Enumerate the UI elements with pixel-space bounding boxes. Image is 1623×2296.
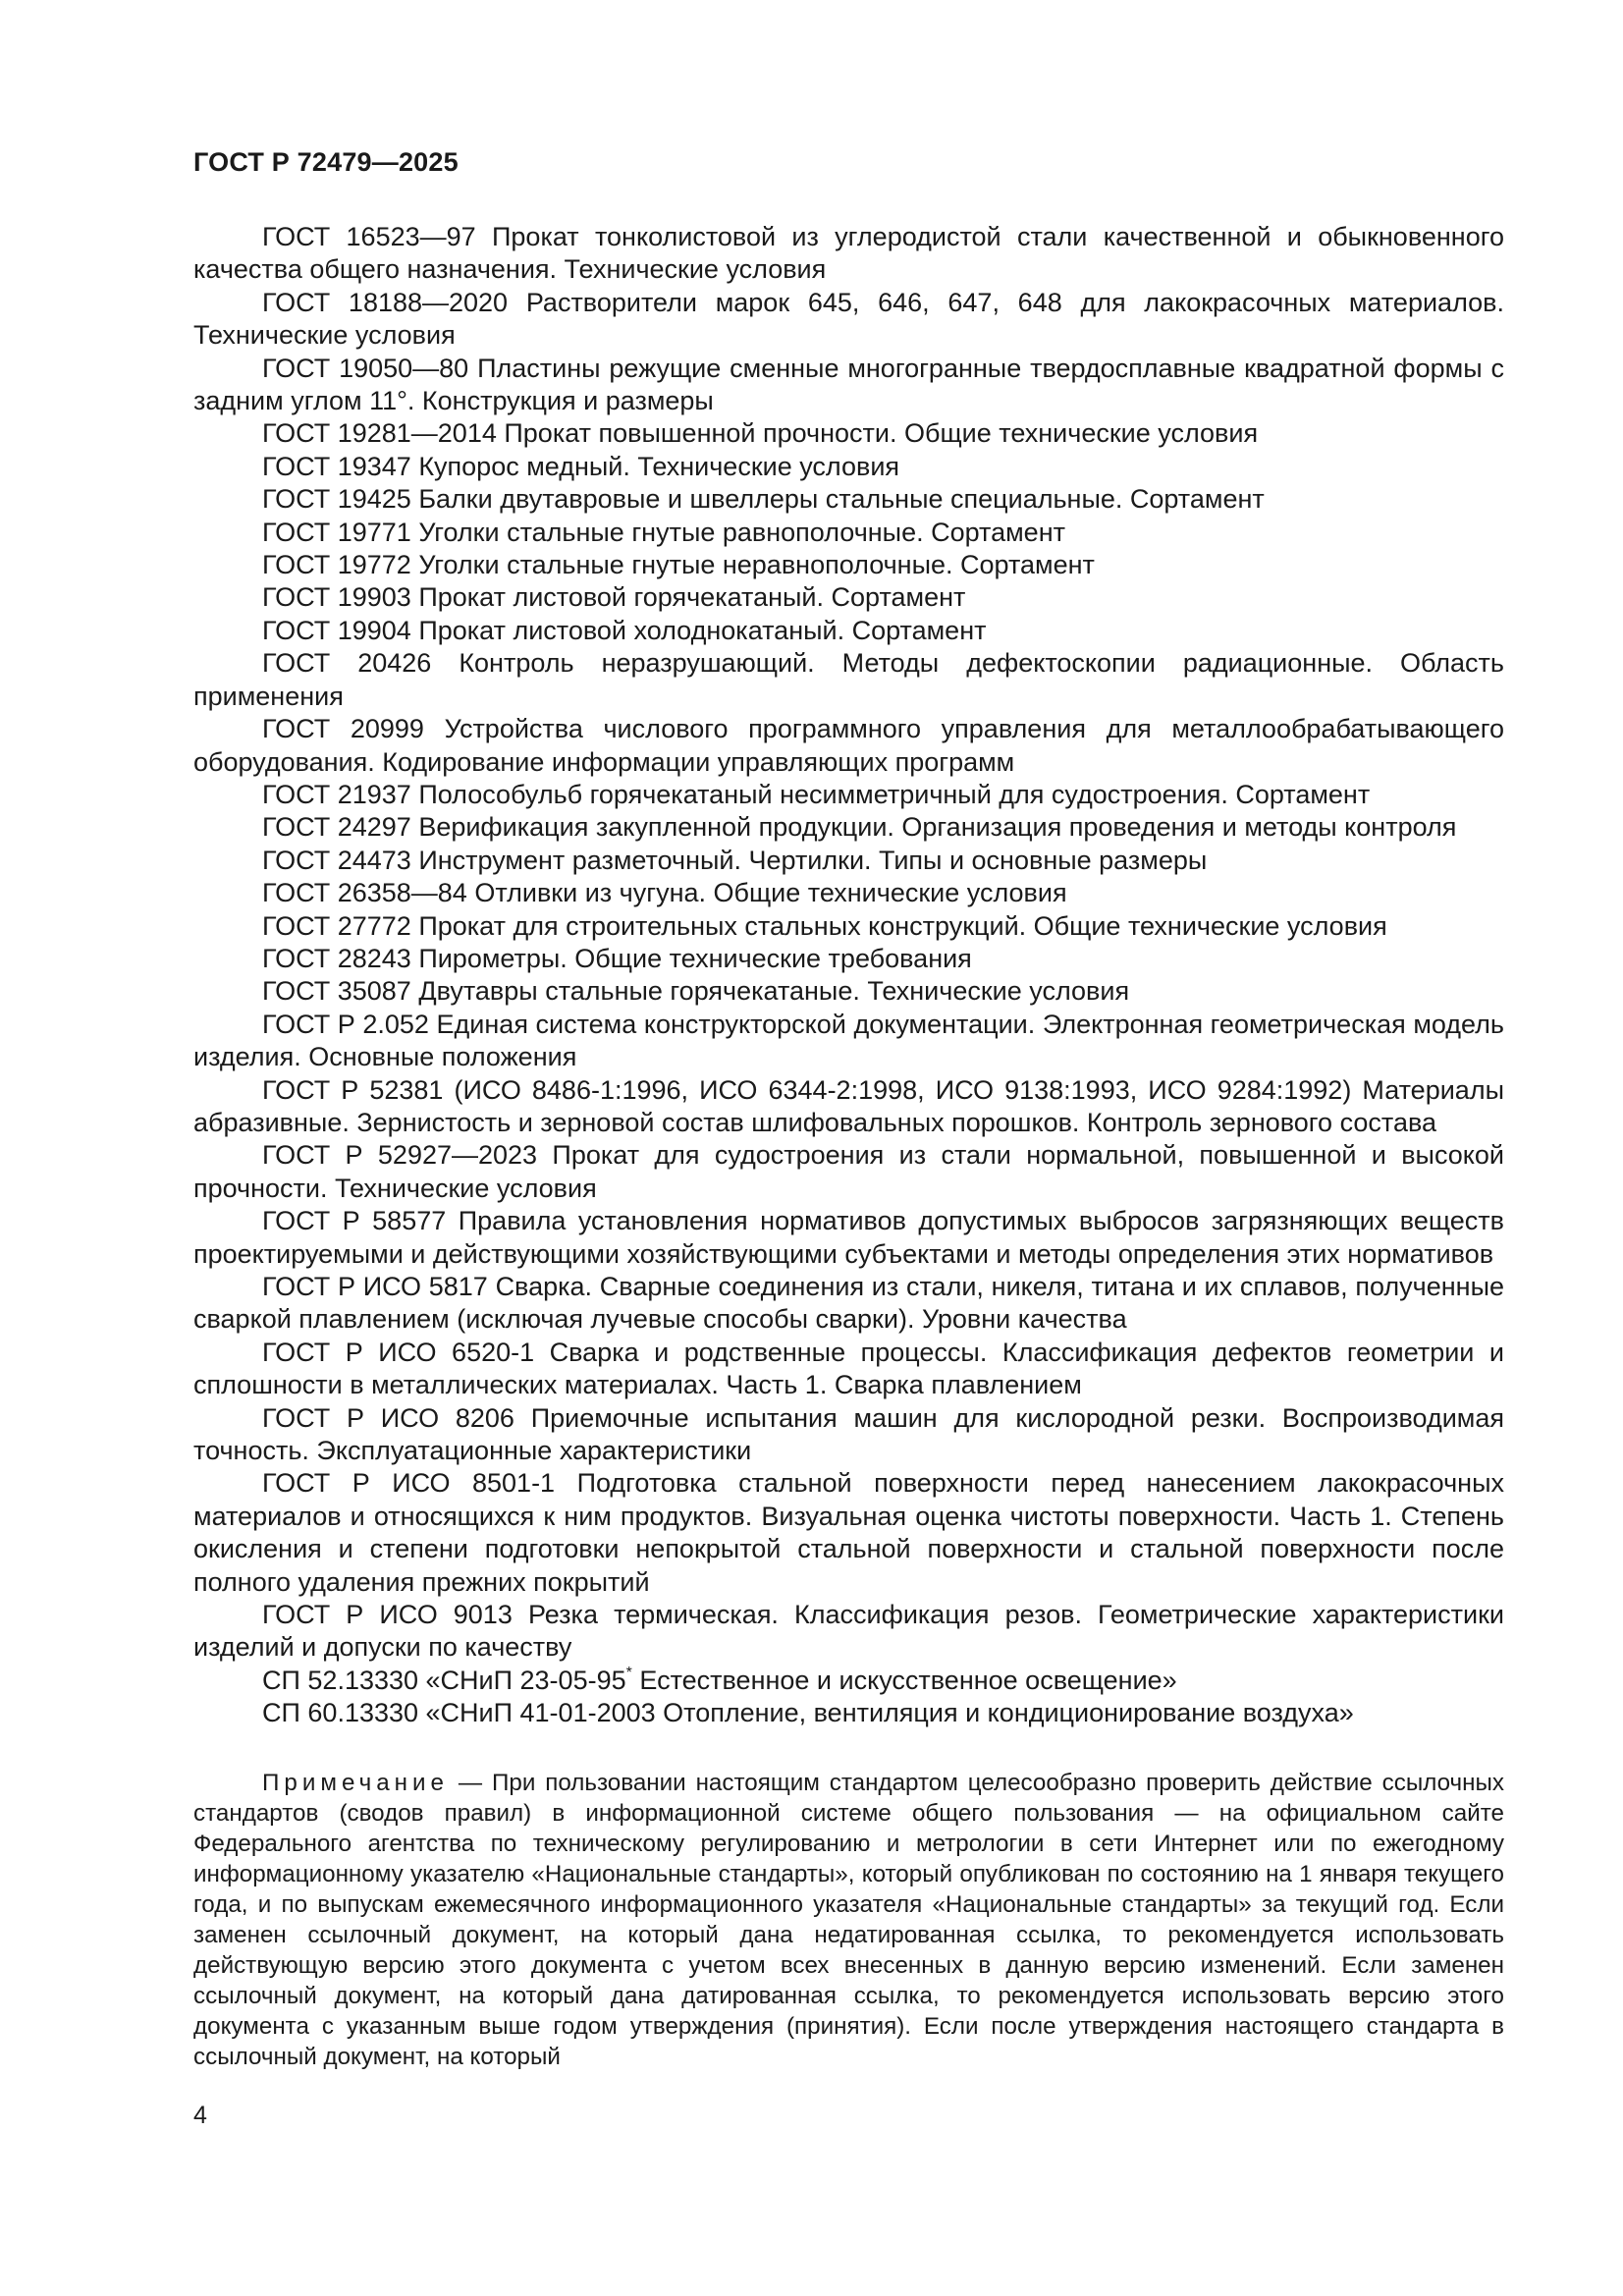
reference-code: ГОСТ Р ИСО 8501-1 — [262, 1468, 556, 1499]
reference-title: Отопление, вентиляция и кондиционирование воздуха» — [663, 1698, 1354, 1728]
reference-code: ГОСТ 28243 — [262, 943, 411, 973]
reference-code: ГОСТ Р 58577 — [262, 1206, 447, 1236]
reference-item — [193, 943, 1504, 975]
reference-title: Двутавры стальные горячекатаные. Технические условия — [418, 976, 1130, 1007]
reference-item — [193, 910, 1504, 943]
reference-item — [193, 811, 1504, 844]
reference-item — [193, 287, 1504, 353]
reference-code: ГОСТ 19281—2014 — [262, 418, 497, 449]
reference-item — [193, 845, 1504, 877]
reference-title: Уголки стальные гнутые равнополочные. Сортамент — [418, 517, 1065, 547]
reference-item — [193, 451, 1504, 483]
reference-code: ГОСТ Р 2.052 — [262, 1009, 429, 1039]
reference-code: СП 52.13330 «СНиП 23-05-95 — [262, 1665, 626, 1695]
reference-title: Прокат повышенной прочности. Общие технические условия — [504, 418, 1259, 449]
reference-title: Единая система конструкторской документации. Электронная геометрическая модель изделия. Основные положения — [193, 1009, 1504, 1072]
reference-item — [193, 615, 1504, 647]
reference-item — [193, 647, 1504, 713]
reference-item — [193, 713, 1504, 779]
reference-code: ГОСТ Р ИСО 6520-1 — [262, 1337, 535, 1367]
note-text: — При пользовании настоящим стандартом целесообразно проверить действие ссылочных стандартов (сводов правил) в информационной системе общего пользования — на официальном сайте Федерального агентства по техническому регулированию и метрологии в сети Интернет или по ежегодному информационному указателю «Национальные стандарты», который опубликован по состоянию на 1 января текущего года, и по выпускам ежемесячного информационного указателя «Национальные стандарты» за текущий год. Если заменен ссылочный документ, на который дана недатированная ссылка, то рекомендуется использовать действующую версию этого документа с учетом всех внесенных в данную версию изменений. Если заменен ссылочный документ, на который дана датированная ссылка, то рекомендуется использовать версию этого документа с указанным выше годом утверждения (принятия). Если после утверждения настоящего стандарта в ссылочный документ, на который — [193, 1770, 1504, 2070]
reference-title: Растворители марок 645, 646, 647, 648 для лакокрасочных материалов. Технические условия — [193, 287, 1504, 351]
reference-code: ГОСТ Р 52381 (ИСО 8486-1:1996, ИСО 6344-2:1998, ИСО 9138:1993, ИСО 9284:1992) — [262, 1074, 1352, 1105]
reference-item — [193, 353, 1504, 418]
reference-code: ГОСТ 19425 — [262, 484, 411, 515]
reference-code: ГОСТ 19771 — [262, 517, 411, 547]
reference-title: Уголки стальные гнутые неравнополочные. Сортамент — [418, 550, 1095, 580]
reference-title: Сварка и родственные процессы. Классификация дефектов геометрии и сплошности в металлических материалах. Часть 1. Сварка плавлением — [193, 1337, 1504, 1400]
normative-references-list — [193, 221, 1504, 1730]
reference-item — [193, 877, 1504, 909]
reference-item — [193, 581, 1504, 614]
reference-code: ГОСТ 21937 — [262, 779, 411, 809]
reference-title: Отливки из чугуна. Общие технические условия — [474, 878, 1067, 908]
reference-code: ГОСТ 24297 — [262, 812, 411, 843]
reference-title: Прокат для строительных стальных конструкций. Общие технические условия — [418, 910, 1387, 941]
reference-item — [193, 483, 1504, 516]
reference-title: Верификация закупленной продукции. Организация проведения и методы контроля — [418, 812, 1457, 843]
document-header-title: ГОСТ Р 72479—2025 — [193, 147, 459, 177]
reference-footnote-mark: * — [625, 1664, 632, 1681]
reference-code: ГОСТ 27772 — [262, 910, 411, 941]
reference-code: ГОСТ 19904 — [262, 615, 411, 645]
reference-title: Пластины режущие сменные многогранные твердосплавные квадратной формы с задним углом 11°. Конструкция и размеры — [193, 353, 1504, 416]
reference-title: Материалы абразивные. Зернистость и зерновой состав шлифовальных порошков. Контроль зернового состава — [193, 1074, 1504, 1137]
reference-code: ГОСТ 19903 — [262, 582, 411, 613]
reference-item — [193, 1665, 1504, 1697]
reference-title: Контроль неразрушающий. Методы дефектоскопии радиационные. Область применения — [193, 648, 1504, 711]
reference-item — [193, 1467, 1504, 1599]
reference-code: ГОСТ 20999 — [262, 714, 424, 744]
reference-item — [193, 1271, 1504, 1337]
reference-item — [193, 221, 1504, 287]
reference-item — [193, 1402, 1504, 1468]
reference-title: Балки двутавровые и швеллеры стальные специальные. Сортамент — [418, 484, 1265, 515]
reference-item — [193, 1205, 1504, 1271]
reference-title: Прокат тонколистовой из углеродистой стали качественной и обыкновенного качества общего назначения. Технические условия — [193, 222, 1504, 285]
reference-code: ГОСТ 20426 — [262, 648, 432, 679]
reference-title: Подготовка стальной поверхности перед нанесением лакокрасочных материалов и относящихся к ним продуктов. Визуальная оценка чистоты поверхности. Часть 1. Степень окисления и степени подготовки непокрытой стальной поверхности и стальной поверхности после полного удаления прежних покрытий — [193, 1468, 1504, 1597]
reference-title: Устройства числового программного управления для металлообрабатывающего оборудования. Кодирование информации управляющих программ — [193, 714, 1504, 777]
reference-title: Пирометры. Общие технические требования — [418, 943, 972, 973]
reference-item — [193, 779, 1504, 811]
reference-item — [193, 975, 1504, 1008]
reference-code: ГОСТ Р ИСО 8206 — [262, 1402, 514, 1433]
reference-title: Полособульб горячекатаный несимметричный для судостроения. Сортамент — [418, 779, 1371, 809]
reference-title: Приемочные испытания машин для кислородной резки. Воспроизводимая точность. Эксплуатационные характеристики — [193, 1402, 1504, 1466]
reference-code: ГОСТ 16523—97 — [262, 222, 476, 251]
reference-title: Прокат для судостроения из стали нормальной, повышенной и высокой прочности. Технические условия — [193, 1140, 1504, 1203]
reference-item — [193, 417, 1504, 450]
note-paragraph — [193, 1768, 1504, 2072]
reference-title: Прокат листовой горячекатаный. Сортамент — [418, 582, 966, 613]
reference-title: Сварка. Сварные соединения из стали, никеля, титана и их сплавов, полученные сваркой плавлением (исключая лучевые способы сварки). Уровни качества — [193, 1272, 1504, 1335]
reference-code: ГОСТ 19772 — [262, 550, 411, 580]
reference-item — [193, 549, 1504, 581]
reference-item — [193, 1697, 1504, 1729]
reference-title: Купорос медный. Технические условия — [418, 451, 900, 481]
reference-item — [193, 1009, 1504, 1074]
reference-title: Инструмент разметочный. Чертилки. Типы и основные размеры — [418, 845, 1208, 875]
note-label: Примечание — [262, 1770, 449, 1796]
reference-code: СП 60.13330 «СНиП 41-01-2003 — [262, 1698, 656, 1728]
reference-title: Прокат листовой холоднокатаный. Сортамент — [418, 615, 987, 645]
reference-code: ГОСТ Р ИСО 9013 — [262, 1600, 513, 1630]
reference-code: ГОСТ Р 52927—2023 — [262, 1140, 538, 1171]
reference-code: ГОСТ 24473 — [262, 845, 411, 875]
reference-code: ГОСТ Р ИСО 5817 — [262, 1272, 488, 1301]
reference-item — [193, 1599, 1504, 1665]
reference-title: Естественное и искусственное освещение» — [639, 1665, 1177, 1695]
reference-title: Резка термическая. Классификация резов. Геометрические характеристики изделий и допуски по качеству — [193, 1600, 1504, 1663]
page-number: 4 — [193, 2102, 207, 2129]
reference-code: ГОСТ 35087 — [262, 976, 411, 1007]
reference-title: Правила установления нормативов допустимых выбросов загрязняющих веществ проектируемыми и действующими хозяйствующими субъектами и методы определения этих нормативов — [193, 1206, 1504, 1269]
reference-item — [193, 1337, 1504, 1402]
reference-item — [193, 1139, 1504, 1205]
reference-item — [193, 1074, 1504, 1140]
reference-code: ГОСТ 19347 — [262, 451, 411, 481]
reference-code: ГОСТ 26358—84 — [262, 878, 467, 908]
reference-item — [193, 517, 1504, 549]
reference-code: ГОСТ 19050—80 — [262, 353, 469, 383]
reference-code: ГОСТ 18188—2020 — [262, 287, 509, 317]
